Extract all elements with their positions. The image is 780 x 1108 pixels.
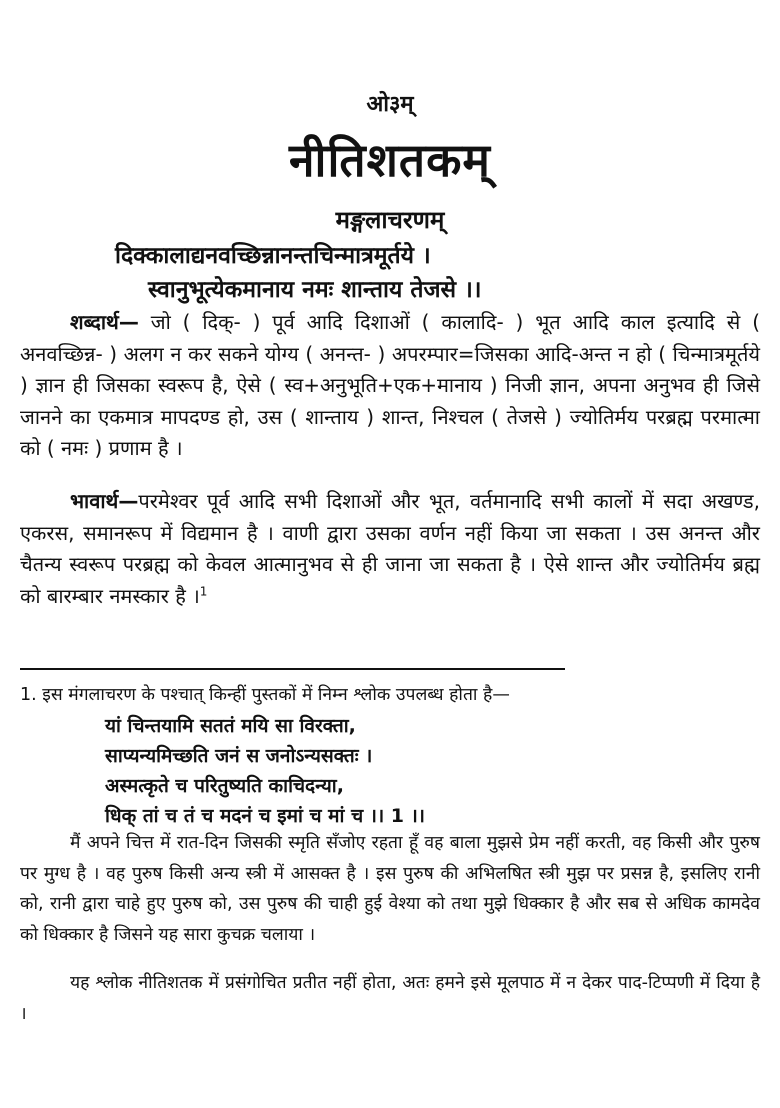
shloka-line-2: साप्यन्यमिच्छति जनं स जनोऽन्यसक्तः । — [105, 745, 373, 767]
om-heading: ओ३म् — [366, 92, 414, 117]
bhavartha-label: भावार्थ— — [70, 489, 139, 513]
shloka-line-1: यां चिन्तयामि सततं मयि सा विरक्ता, — [105, 715, 356, 737]
note-text: यह श्लोक नीतिशतक में प्रसंगोचित प्रतीत नहीं होता, अतः हमने इसे मूलपाठ में न देकर पाद-टिप्पणी में दिया है । — [20, 973, 760, 1024]
bhavartha-text: परमेश्वर पूर्व आदि सभी दिशाओं और भूत, वर्तमानादि सभी कालों में सदा अखण्ड, एकरस, समानरूप में विद्यमान है । वाणी द्वारा उसका वर्णन नहीं किया जा सकता । उस अनन्त और चैतन्य स्वरूप परब्रह्म को केवल आत्मानुभव से ही जाना जा सकता है । ऐसे शान्त और ज्योतिर्मय ब्रह्म को बारम्बार नमस्कार है । — [20, 489, 760, 608]
shloka-line-4: धिक् तां च तं च मदनं च इमां च मां च ।। 1 ।। — [105, 805, 426, 827]
page-title: नीतिशतकम् — [289, 133, 491, 187]
bhavartha-paragraph — [20, 486, 760, 612]
section-heading: मङ्गलाचरणम् — [335, 206, 445, 234]
footnote-intro: 1. इस मंगलाचरण के पश्चात् किन्हीं पुस्तकों में निम्न श्लोक उपलब्ध होता है— — [20, 685, 510, 705]
shloka-line-3: अस्मत्कृते च परितुष्यति काचिदन्या, — [105, 775, 344, 797]
translation-text: मैं अपने चित्त में रात-दिन जिसकी स्मृति सँजोए रहता हूँ वह बाला मुझसे प्रेम नहीं करती, वह किसी और पुरुष पर मुग्ध है । वह पुरुष किसी अन्य स्त्री में आसक्त है । इस पुरुष की अभिलषित स्त्री मुझ पर प्रसन्न है, इसलिए रानी को, रानी द्वारा चाहे हुए पुरुष को, उस पुरुष की चाही हुई वेश्या को तथा मुझे धिक्कार है और सब से अधिक कामदेव को धिक्कार है जिसने यह सारा कुचक्र चलाया । — [20, 833, 760, 945]
footnote-note — [20, 968, 760, 1029]
shabdartha-text: जो ( दिक्- ) पूर्व आदि दिशाओं ( कालादि- ) भूत आदि काल इत्यादि से ( अनवच्छिन्न- ) अलग न कर सकने योग्य ( अनन्त- ) अपरम्पार=जिसका आदि-अन्त न हो ( चिन्मात्रमूर्तये ) ज्ञान ही जिसका स्वरूप है, ऐसे ( स्व+अनुभूति+एक+मानाय ) निजी ज्ञान, अपना अनुभव ही जिसे जानने का एकमात्र मापदण्ड हो, उस ( शान्ताय ) शान्त, निश्चल ( तेजसे ) ज्योतिर्मय परब्रह्म परमात्मा को ( नमः ) प्रणाम है । — [20, 310, 760, 460]
footnote-mark: 1 — [199, 583, 208, 598]
shabdartha-label: शब्दार्थ— — [70, 310, 139, 334]
footnote-divider — [20, 668, 565, 670]
verse-line-2: स्वानुभूत्येकमानाय नमः शान्ताय तेजसे ।। — [148, 277, 482, 303]
verse-line-1: दिक्कालाद्यनवच्छिन्नानन्तचिन्मात्रमूर्तये । — [115, 243, 431, 269]
shabdartha-paragraph — [20, 307, 760, 465]
shloka-translation — [20, 828, 760, 950]
